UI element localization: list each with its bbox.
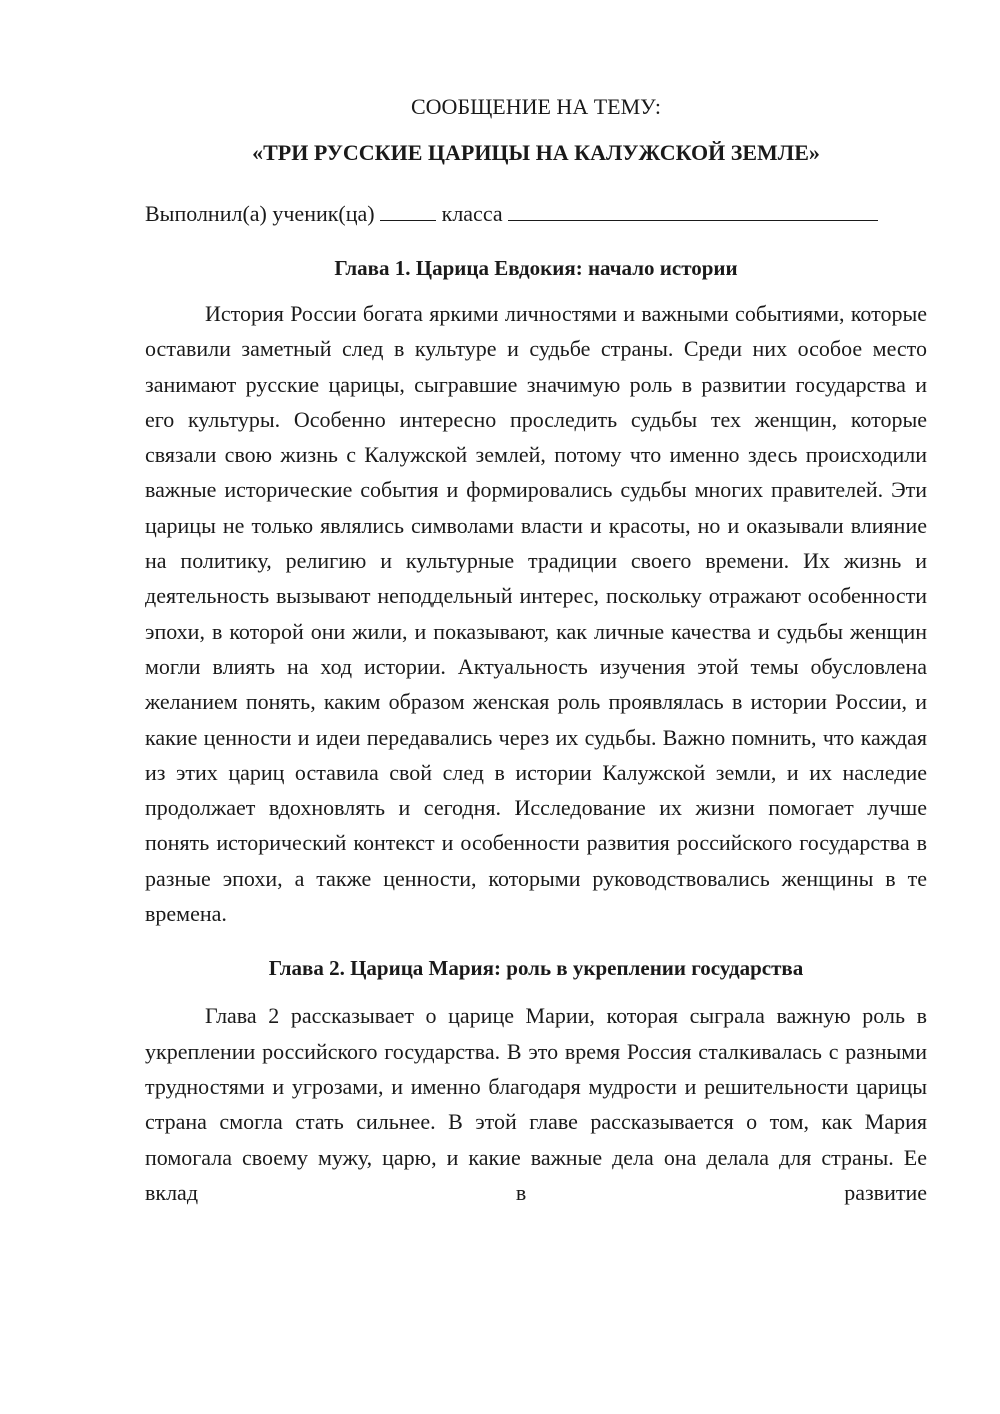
document-content xyxy=(145,92,927,1210)
chapter-1-heading: Глава 1. Царица Евдокия: начало истории xyxy=(334,256,738,280)
document-title-line-1: СООБЩЕНИЕ НА ТЕМУ: xyxy=(411,94,661,119)
chapter-1-paragraph: История России богата яркими личностями и важными событиями, которые оставили заметный след в культуре и судьбе страны. Среди них особое место занимают русские царицы, сыгравшие значимую роль в развитии государства и его культуры. Особенно интересно проследить судьбы тех женщин, которые связали свою жизнь с Калужской землей, потому что именно здесь происходили важные исторические события и формировались судьбы многих правителей. Эти царицы не только являлись символами власти и красоты, но и оказывали влияние на политику, религию и культурные традиции своего времени. Их жизнь и деятельность вызывают неподдельный интерес, поскольку отражают особенности эпохи, в которой они жили, и показывают, как личные качества и судьбы женщин могли влиять на ход истории. Актуальность изучения этой темы обусловлена желанием понять, каким образом женская роль проявлялась в истории России, и какие ценности и идеи передавались через их судьбы. Важно помнить, что каждая из этих цариц оставила свой след в истории Калужской земли, и их наследие продолжает вдохновлять и сегодня. Исследование их жизни помогает лучше понять исторический контекст и особенности развития российского государства в разные эпохи, а также ценности, которыми руководствовались женщины в те времена. xyxy=(145,301,927,927)
document-title-line-2: «ТРИ РУССКИЕ ЦАРИЦЫ НА КАЛУЖСКОЙ ЗЕМЛЕ» xyxy=(252,140,820,165)
class-label: класса xyxy=(441,201,503,226)
chapter-2-paragraph: Глава 2 рассказывает о царице Марии, которая сыграла важную роль в укреплении российского государства. В это время Россия сталкивалась с разными трудностями и угрозами, и именно благодаря мудрости и решительности царицы страна смогла стать сильнее. В этой главе рассказывается о том, как Мария помогала своему мужу, царю, и какие важные дела она делала для страны. Ее вклад в развитие xyxy=(145,1003,927,1205)
author-line xyxy=(145,198,927,229)
class-name-blank xyxy=(508,198,878,221)
author-label: Выполнил(а) ученик(ца) xyxy=(145,201,375,226)
grade-blank xyxy=(380,198,436,221)
chapter-2-heading: Глава 2. Царица Мария: роль в укреплении государства xyxy=(268,956,804,981)
